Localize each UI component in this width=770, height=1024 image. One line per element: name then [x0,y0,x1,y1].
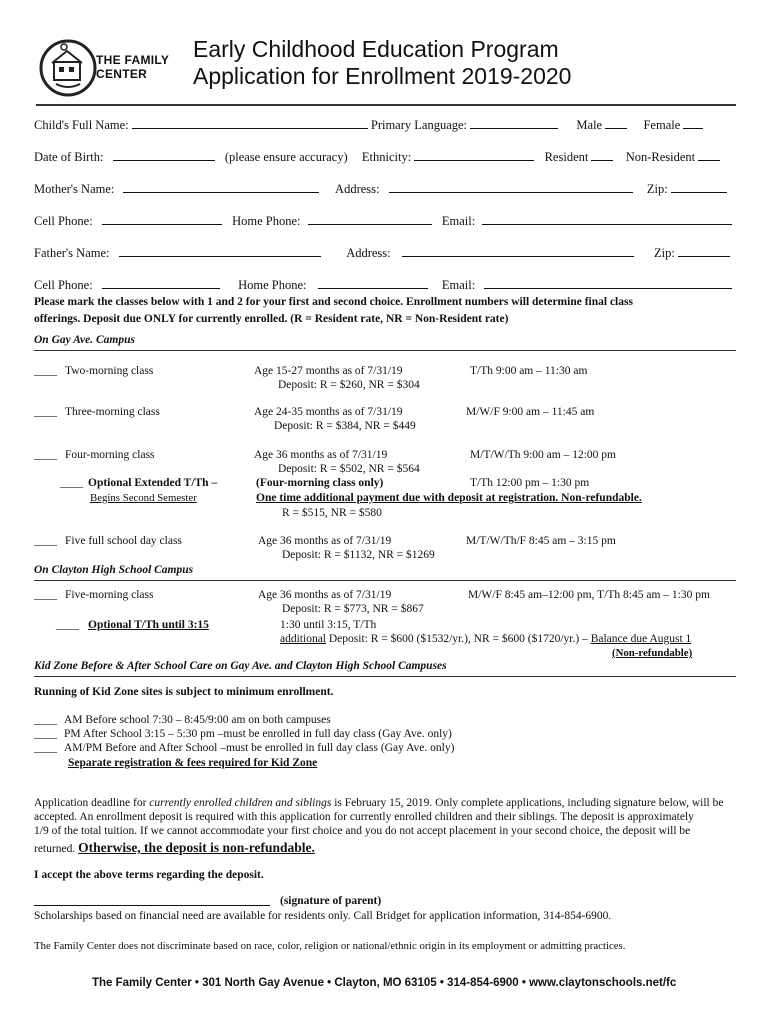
father-cell-field[interactable] [102,278,220,289]
child-name-label: Child's Full Name: [34,118,129,132]
signature-field[interactable] [34,905,270,906]
logo-text: THE FAMILY CENTER [96,53,170,81]
father-cell-label: Cell Phone: [34,278,93,292]
child-info-row [34,118,703,133]
dob-field[interactable] [113,150,215,161]
optional-tth-checkbox[interactable]: ____ [56,619,79,631]
mother-zip-label: Zip: [646,182,668,196]
female-checkbox[interactable] [683,118,703,129]
resident-checkbox[interactable] [591,150,613,161]
gay-campus-heading: On Gay Ave. Campus [34,334,135,346]
four-morning-checkbox[interactable]: ____ [34,449,57,461]
instructions-line2: offerings. Deposit due ONLY for currently enrolled. (R = Resident rate, NR = Non-Resident rate) [34,313,509,325]
father-address-label: Address: [346,246,391,260]
father-phone-row [34,278,732,293]
optional-tth-time: 1:30 until 3:15, T/Th [280,619,377,631]
kid-zone-pm-label: PM After School 3:15 – 5:30 pm –must be enrolled in full day class (Gay Ave. only) [64,728,452,740]
mother-email-label: Email: [441,214,476,228]
scholarships-note: Scholarships based on financial need are available for residents only. Call Bridget for application information, 314-854-6900. [34,910,612,922]
father-address-field[interactable] [402,246,634,257]
page-title-line1: Early Childhood Education Program [193,36,559,62]
male-checkbox[interactable] [605,118,627,129]
full-day-schedule: M/T/W/Th/F 8:45 am – 3:15 pm [466,535,616,547]
deadline-line3: 1/9 of the total tuition. If we cannot accommodate your first choice and you do not accept placement in your second choice, the deposit will be [34,825,691,837]
kid-zone-ampm-checkbox[interactable]: ____ [34,742,57,754]
clayton-campus-divider [34,580,736,581]
kid-zone-ampm-label: AM/PM Before and After School –must be enrolled in full day class (Gay Ave. only) [64,742,455,754]
kid-zone-note: Running of Kid Zone sites is subject to minimum enrollment. [34,686,334,698]
instructions-line1: Please mark the classes below with 1 and 2 for your first and second choice. Enrollment numbers will determine final class [34,296,633,308]
kid-zone-pm-checkbox[interactable]: ____ [34,728,57,740]
deadline-intro: Application deadline for [34,797,150,809]
mother-email-field[interactable] [482,214,732,225]
two-morning-age: Age 15-27 months as of 7/31/19 [254,365,403,377]
five-morning-deposit: Deposit: R = $773, NR = $867 [282,603,424,615]
two-morning-deposit: Deposit: R = $260, NR = $304 [278,379,420,391]
family-center-logo-icon [38,36,100,100]
four-morning-deposit: Deposit: R = $502, NR = $564 [278,463,420,475]
additional-word: additional [280,633,326,645]
balance-due: Balance due August 1 [590,633,692,645]
signature-label: (signature of parent) [280,895,382,907]
full-day-checkbox[interactable]: ____ [34,535,57,547]
kid-zone-am-label: AM Before school 7:30 – 8:45/9:00 am on both campuses [64,714,331,726]
four-morning-schedule: M/T/W/Th 9:00 am – 12:00 pm [470,449,616,461]
three-morning-age: Age 24-35 months as of 7/31/19 [254,406,403,418]
gay-campus-divider [34,350,736,351]
dob-label: Date of Birth: [34,150,104,164]
deadline-line1 [34,797,723,809]
three-morning-name: Three-morning class [65,406,160,418]
five-morning-schedule: M/W/F 8:45 am–12:00 pm, T/Th 8:45 am – 1:30 pm [468,589,710,601]
five-morning-name: Five-morning class [65,589,154,601]
mother-home-phone-label: Home Phone: [232,214,301,228]
two-morning-schedule: T/Th 9:00 am – 11:30 am [470,365,588,377]
full-day-name: Five full school day class [65,535,182,547]
deadline-rest: is February 15, 2019. Only complete applications, including signature below, will be [331,797,724,809]
three-morning-deposit: Deposit: R = $384, NR = $449 [274,420,416,432]
mother-cell-label: Cell Phone: [34,214,93,228]
kid-zone-am-checkbox[interactable]: ____ [34,714,57,726]
extended-schedule: T/Th 12:00 pm – 1:30 pm [470,477,590,489]
extended-checkbox[interactable]: ____ [60,477,83,489]
optional-deposit-text: Deposit: R = $600 ($1532/yr.), NR = $600 ($1720/yr.) – [326,633,591,645]
two-morning-checkbox[interactable]: ____ [34,365,57,377]
extended-rate: R = $515, NR = $580 [282,507,382,519]
deadline-emphasis: Otherwise, the deposit is non-refundable. [78,840,315,855]
non-resident-checkbox[interactable] [698,150,720,161]
two-morning-name: Two-morning class [65,365,154,377]
three-morning-schedule: M/W/F 9:00 am – 11:45 am [466,406,595,418]
accept-statement: I accept the above terms regarding the deposit. [34,869,264,881]
ethnicity-field[interactable] [414,150,534,161]
nondiscrimination-note: The Family Center does not discriminate based on race, color, religion or national/ethnic origin in its employment or admitting practices. [34,940,626,952]
mother-row [34,182,727,197]
page-title-line2: Application for Enrollment 2019-2020 [193,63,572,89]
mother-name-label: Mother's Name: [34,182,115,196]
header-divider [36,104,736,106]
father-row [34,246,730,261]
kid-zone-divider [34,676,736,677]
mother-home-phone-field[interactable] [308,214,432,225]
extended-name: Optional Extended T/Th – [88,477,218,489]
dob-note: (please ensure accuracy) [224,150,348,164]
child-name-field[interactable] [132,118,368,129]
logo [38,36,178,100]
five-morning-checkbox[interactable]: ____ [34,589,57,601]
deadline-italic: currently enrolled children and siblings [149,797,332,809]
mother-address-field[interactable] [389,182,633,193]
four-morning-age: Age 36 months as of 7/31/19 [254,449,388,461]
father-name-label: Father's Name: [34,246,110,260]
five-morning-age: Age 36 months as of 7/31/19 [258,589,392,601]
deadline-line4 [34,840,315,856]
father-home-phone-label: Home Phone: [238,278,307,292]
mother-address-label: Address: [335,182,380,196]
kid-zone-heading: Kid Zone Before & After School Care on Gay Ave. and Clayton High School Campuses [34,660,447,672]
non-resident-label: Non-Resident [625,150,696,164]
father-email-label: Email: [441,278,476,292]
three-morning-checkbox[interactable]: ____ [34,406,57,418]
mother-zip-field[interactable] [671,182,727,193]
four-morning-name: Four-morning class [65,449,155,461]
full-day-deposit: Deposit: R = $1132, NR = $1269 [282,549,435,561]
father-email-field[interactable] [484,278,732,289]
primary-language-field[interactable] [470,118,558,129]
optional-tth-name: Optional T/Th until 3:15 [88,619,209,631]
extended-type: (Four-morning class only) [256,477,384,489]
ethnicity-label: Ethnicity: [361,150,412,164]
clayton-campus-heading: On Clayton High School Campus [34,564,194,576]
resident-label: Resident [544,150,589,164]
dob-row [34,150,720,165]
primary-language-label: Primary Language: [370,118,468,132]
father-zip-field[interactable] [678,246,730,257]
full-day-age: Age 36 months as of 7/31/19 [258,535,392,547]
kid-zone-separate-note: Separate registration & fees required for Kid Zone [68,757,318,769]
male-label: Male [576,118,603,132]
optional-nonrefundable: (Non-refundable) [612,647,693,659]
female-label: Female [643,118,681,132]
mother-name-field[interactable] [123,182,319,193]
mother-phone-row [34,214,732,229]
footer-address: The Family Center • 301 North Gay Avenue • Clayton, MO 63105 • 314-854-6900 • www.claytonschools.net/fc [92,977,677,989]
extended-note: Begins Second Semester [90,492,197,504]
optional-tth-deposit-line [280,633,691,645]
deadline-returned: returned. [34,843,79,855]
father-zip-label: Zip: [654,246,675,260]
extended-payment-note: One time additional payment due with deposit at registration. Non-refundable. [256,492,642,504]
deadline-line2: accepted. An enrollment deposit is required with this application for currently enrolled children and their siblings. The deposit is approximately [34,811,694,823]
mother-cell-field[interactable] [102,214,222,225]
father-name-field[interactable] [119,246,321,257]
father-home-phone-field[interactable] [318,278,428,289]
